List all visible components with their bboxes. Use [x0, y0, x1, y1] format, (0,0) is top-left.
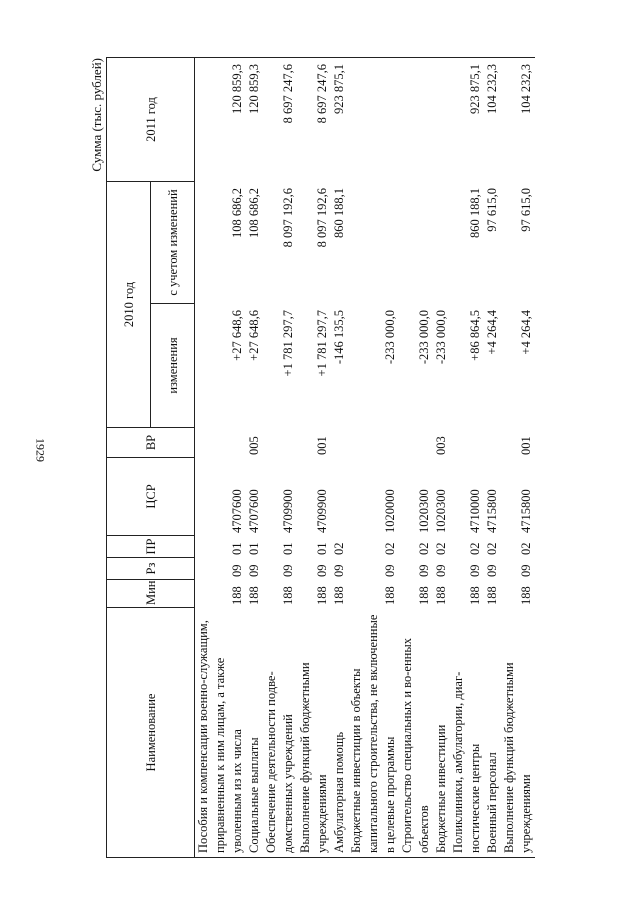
row-changes: -146 135,5: [332, 310, 346, 365]
row-name: Строительство специальных и во-енных объектов: [399, 608, 433, 858]
row-min: 188: [434, 586, 448, 605]
row-vr: 003: [434, 436, 448, 455]
row-vr: 001: [519, 436, 533, 455]
header-vr: ВР: [107, 428, 195, 458]
row-pr: 02: [519, 542, 533, 555]
table-header: [107, 57, 195, 857]
header-rz: Рз: [107, 558, 195, 580]
table-row: [297, 57, 331, 857]
row-min: 188: [485, 586, 499, 605]
header-adjusted: с учетом изменений: [151, 181, 195, 303]
row-vr: [348, 428, 399, 458]
row-rz: 09: [383, 564, 397, 577]
table-row: [195, 57, 247, 857]
row-name: Социальные выплаты: [246, 608, 263, 858]
row-adjusted: 108 686,2: [247, 187, 261, 238]
row-2011: 923 875,1: [331, 57, 348, 181]
row-min: 188: [281, 586, 295, 605]
row-adjusted: 108 686,2: [230, 187, 244, 238]
row-min: 188: [230, 586, 244, 605]
row-csr: 4709900: [315, 489, 329, 533]
page-number: 1929: [33, 438, 48, 462]
row-2011: 120 859,3: [246, 57, 263, 181]
row-pr: 01: [315, 542, 329, 555]
table-row: [246, 57, 263, 857]
row-changes: +86 864,5: [468, 310, 482, 361]
row-name: Бюджетные инвестиции: [433, 608, 450, 858]
row-rz: 09: [519, 564, 533, 577]
row-rz: 09: [281, 564, 295, 577]
row-vr: 001: [315, 436, 329, 455]
row-name: Поликлиники, амбулатории, диаг-ностические центры: [450, 608, 484, 858]
row-name: Выполнение функций бюджетными учреждениями: [297, 608, 331, 858]
row-min: 188: [383, 586, 397, 605]
row-2011: 104 232,3: [501, 57, 535, 181]
header-csr: ЦСР: [107, 458, 195, 536]
row-min: 188: [468, 586, 482, 605]
row-rz: 09: [434, 564, 448, 577]
row-adjusted: [348, 181, 399, 303]
row-changes: +4 264,4: [519, 310, 533, 355]
table-row: [450, 57, 484, 857]
budget-table: [106, 57, 535, 858]
rotated-document: [88, 58, 610, 858]
row-adjusted: 860 188,1: [332, 187, 346, 238]
row-adjusted: 97 615,0: [519, 187, 533, 232]
row-2011: 8 697 247,6: [297, 57, 331, 181]
table-row: [484, 57, 501, 857]
table-row: [399, 57, 433, 857]
row-csr: 4709900: [281, 489, 295, 533]
row-vr: [331, 428, 348, 458]
units-caption: Сумма (тыс. рублей): [89, 58, 104, 172]
row-changes: -233 000,0: [434, 310, 448, 365]
row-pr: 02: [383, 542, 397, 555]
row-rz: 09: [315, 564, 329, 577]
row-min: 188: [247, 586, 261, 605]
row-vr: [263, 428, 297, 458]
row-pr: 01: [247, 542, 261, 555]
table-row: [263, 57, 297, 857]
row-pr: 02: [417, 542, 431, 555]
header-name: Наименование: [107, 608, 195, 858]
row-2011: 923 875,1: [450, 57, 484, 181]
header-year-2011: 2011 год: [107, 57, 195, 181]
row-adjusted: 8 097 192,6: [315, 187, 329, 248]
row-name: Амбулаторная помощь: [331, 608, 348, 858]
row-changes: -233 000,0: [417, 310, 431, 365]
row-csr: [331, 458, 348, 536]
row-csr: 1020000: [383, 489, 397, 533]
row-rz: 09: [468, 564, 482, 577]
row-csr: 4707600: [230, 489, 244, 533]
row-name: Военный персонал: [484, 608, 501, 858]
row-pr: 01: [230, 542, 244, 555]
row-name: Бюджетные инвестиции в объекты капитального строительства, не включенные в целевые программы: [348, 608, 399, 858]
row-2011: [399, 57, 433, 181]
row-pr: 02: [434, 542, 448, 555]
row-2011: 120 859,3: [195, 57, 247, 181]
row-vr: [484, 428, 501, 458]
row-rz: 09: [247, 564, 261, 577]
row-pr: 02: [468, 542, 482, 555]
row-adjusted: 97 615,0: [485, 187, 499, 232]
row-name: Выполнение функций бюджетными учреждениями: [501, 608, 535, 858]
row-csr: 4715800: [519, 489, 533, 533]
row-2011: 104 232,3: [484, 57, 501, 181]
table-row: [331, 57, 348, 857]
row-2011: [348, 57, 399, 181]
row-pr: 02: [485, 542, 499, 555]
row-pr: 02: [332, 542, 346, 555]
row-changes: -233 000,0: [383, 310, 397, 365]
row-csr: 4715800: [485, 489, 499, 533]
row-vr: [450, 428, 484, 458]
row-2011: 8 697 247,6: [263, 57, 297, 181]
row-csr: 4710000: [468, 489, 482, 533]
row-min: 188: [332, 586, 346, 605]
row-changes: +1 781 297,7: [315, 310, 329, 377]
row-vr: [195, 428, 247, 458]
row-pr: 01: [281, 542, 295, 555]
row-min: 188: [315, 586, 329, 605]
row-adjusted: [433, 181, 450, 303]
table-row: [348, 57, 399, 857]
row-changes: +27 648,6: [247, 310, 261, 361]
row-adjusted: 8 097 192,6: [281, 187, 295, 248]
row-changes: +1 781 297,7: [281, 310, 295, 377]
row-csr: 1020300: [434, 489, 448, 533]
header-min: Мин: [107, 580, 195, 608]
header-year-2010: 2010 год: [107, 181, 151, 427]
row-min: 188: [519, 586, 533, 605]
row-name: Пособия и компенсации военно-служащим, приравненным к ним лицам, а также уволенным из их числа: [195, 608, 247, 858]
row-changes: +27 648,6: [230, 310, 244, 361]
row-rz: 09: [417, 564, 431, 577]
row-2011: [433, 57, 450, 181]
header-pr: ПР: [107, 536, 195, 558]
row-min: 188: [417, 586, 431, 605]
row-name: Обеспечение деятельности подве-домственных учреждений: [263, 608, 297, 858]
row-adjusted: [399, 181, 433, 303]
row-rz: 09: [230, 564, 244, 577]
row-vr: [399, 428, 433, 458]
row-csr: 1020300: [417, 489, 431, 533]
row-adjusted: 860 188,1: [468, 187, 482, 238]
table-body: [195, 57, 536, 857]
row-rz: 09: [485, 564, 499, 577]
row-changes: +4 264,4: [485, 310, 499, 355]
row-vr: 005: [247, 436, 261, 455]
table-row: [433, 57, 450, 857]
table-row: [501, 57, 535, 857]
row-csr: 4707600: [247, 489, 261, 533]
header-changes: изменения: [151, 304, 195, 428]
row-rz: 09: [332, 564, 346, 577]
